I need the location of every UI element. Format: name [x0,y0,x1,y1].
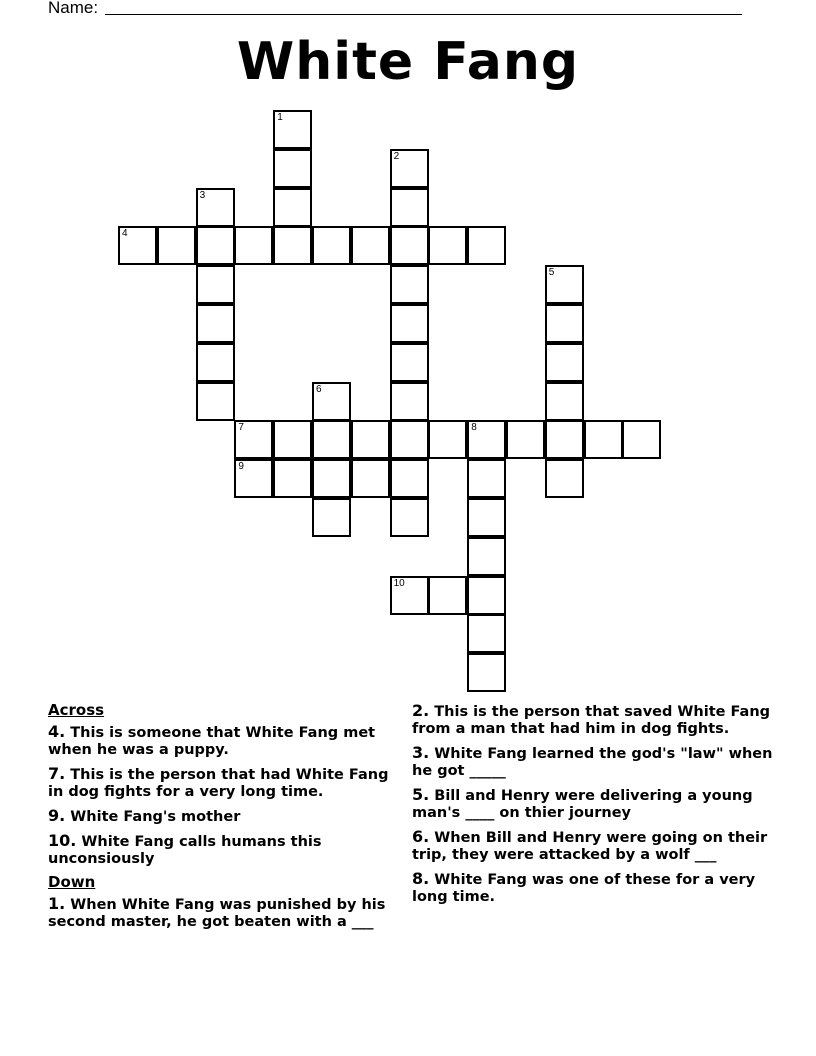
grid-cell[interactable] [545,382,584,421]
grid-cell[interactable] [273,226,312,265]
grid-cell[interactable] [584,420,623,459]
cell-number: 5 [548,267,555,279]
clue-number: 9. [48,806,66,825]
grid-cell[interactable] [196,265,235,304]
clue-number: 1. [48,894,66,913]
grid-cell[interactable] [467,420,506,459]
grid-cell[interactable] [351,226,390,265]
grid-cell[interactable] [312,382,351,421]
clue-number: 5. [412,785,430,804]
clue-text: White Fang was one of these for a very long time. [412,872,756,905]
clue-across-10 [48,832,408,868]
clues-right-column [412,702,782,912]
grid-cell[interactable] [234,459,273,498]
cell-number: 2 [393,150,400,162]
grid-cell[interactable] [390,226,429,265]
grid-cell[interactable] [273,149,312,188]
cell-number: 3 [199,189,206,201]
name-label: Name: [48,0,99,17]
grid-cell[interactable] [467,498,506,537]
grid-cell[interactable] [390,382,429,421]
across-heading: Across [48,701,105,719]
clue-text: When White Fang was punished by his second master, he got beaten with a ___ [48,897,386,930]
grid-cell[interactable] [545,420,584,459]
clue-down-1 [48,895,408,931]
grid-cell[interactable] [273,188,312,227]
grid-cell[interactable] [390,188,429,227]
grid-cell[interactable] [467,614,506,653]
grid-cell[interactable] [390,420,429,459]
grid-cell[interactable] [428,576,467,615]
cell-number: 8 [471,422,477,434]
grid-cell[interactable] [467,459,506,498]
grid-cell[interactable] [196,188,235,227]
grid-cell[interactable] [351,420,390,459]
grid-cell[interactable] [390,576,429,615]
clue-text: This is the person that had White Fang in dog fights for a very long time. [48,767,389,800]
grid-cell[interactable] [390,149,429,188]
clue-down-5 [412,786,782,822]
clue-down-3 [412,744,782,780]
grid-cell[interactable] [312,226,351,265]
cell-number: 9 [238,461,244,473]
clues-left-column [48,702,408,937]
grid-cell[interactable] [273,459,312,498]
grid-cell[interactable] [390,304,429,343]
clue-text: Bill and Henry were delivering a young man's ____ on thier journey [412,788,753,821]
grid-cell[interactable] [390,459,429,498]
cell-number: 4 [122,228,128,240]
grid-cell[interactable] [545,343,584,382]
clue-across-9 [48,807,408,826]
page-title: White Fang [236,32,580,92]
grid-cell[interactable] [428,226,467,265]
grid-cell[interactable] [196,343,235,382]
clue-down-2 [412,702,782,738]
grid-cell[interactable] [196,304,235,343]
grid-cell[interactable] [506,420,545,459]
grid-cell[interactable] [196,382,235,421]
grid-cell[interactable] [467,576,506,615]
clue-text: This is someone that White Fang met when he was a puppy. [48,725,376,758]
down-heading: Down [48,873,96,891]
grid-cell[interactable] [428,420,467,459]
cell-number: 1 [277,112,283,123]
grid-cell[interactable] [467,226,506,265]
clue-down-6 [412,828,782,864]
grid-cell[interactable] [390,343,429,382]
clue-text: White Fang learned the god's "law" when he got _____ [412,746,773,779]
grid-cell[interactable] [196,226,235,265]
grid-cell[interactable] [390,498,429,537]
grid-cell[interactable] [390,265,429,304]
grid-cell[interactable] [312,420,351,459]
grid-cell[interactable] [545,459,584,498]
grid-cell[interactable] [467,537,506,576]
grid-cell[interactable] [273,110,312,149]
grid-cell[interactable] [351,459,390,498]
clue-number: 8. [412,869,430,888]
grid-cell[interactable] [312,498,351,537]
grid-cell[interactable] [622,420,661,459]
cell-number: 7 [238,422,244,434]
grid-cell[interactable] [312,459,351,498]
grid-cell[interactable] [157,226,196,265]
grid-cell[interactable] [467,653,506,692]
grid-cell[interactable] [273,420,312,459]
clue-number: 4. [48,722,66,741]
grid-cell[interactable] [118,226,157,265]
clue-number: 7. [48,764,66,783]
clue-across-4 [48,723,408,759]
clue-text: White Fang calls humans this unconsiously [48,834,322,867]
cell-number: 6 [316,383,322,395]
grid-cell[interactable] [545,304,584,343]
grid-cell[interactable] [545,265,584,304]
clue-number: 6. [412,827,430,846]
clue-text: White Fang's mother [70,809,241,825]
grid-cell[interactable] [234,420,273,459]
clue-number: 3. [412,743,430,762]
clue-number: 2. [412,701,430,720]
clue-number: 10. [48,831,77,850]
clue-text: This is the person that saved White Fang from a man that had him in dog fights. [412,704,771,737]
clue-across-7 [48,765,408,801]
cell-number: 10 [393,577,405,589]
clue-down-8 [412,870,782,906]
grid-cell[interactable] [234,226,273,265]
clue-text: When Bill and Henry were going on their trip, they were attacked by a wolf ___ [412,830,768,863]
